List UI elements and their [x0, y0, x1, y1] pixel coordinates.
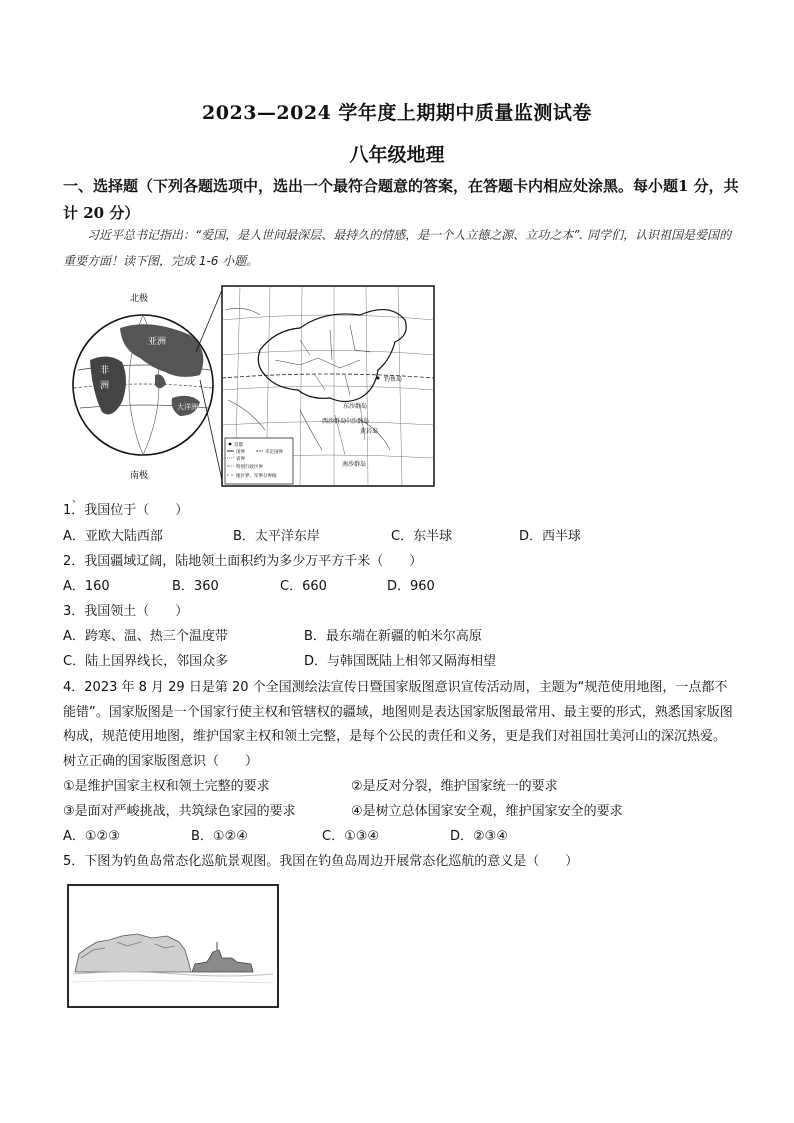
- question-3-option-d: D．与韩国既陆上相邻又隔海相望: [304, 654, 497, 669]
- question-1-option-b: B．太平洋东岸: [233, 529, 320, 544]
- map-label-diaoyu: 钓鱼岛: [384, 376, 403, 383]
- globe-label-continent: 洲: [100, 381, 110, 391]
- question-1-option-c: C．东半球: [391, 529, 453, 544]
- globe-label-north: 北极: [130, 294, 149, 304]
- question-4-statement-1: ①是维护国家主权和领土完整的要求: [63, 779, 270, 794]
- question-2-option-b: B．360: [172, 579, 219, 594]
- exam-subtitle: 八年级地理: [349, 144, 445, 166]
- legend-province: 省界: [236, 457, 245, 462]
- question-4-option-b: B．①②④: [191, 829, 248, 844]
- map-label-dongsha: 东沙群岛: [343, 403, 368, 410]
- question-5-stem: 5．下图为钓鱼岛常态化巡航景观图。我国在钓鱼岛周边开展常态化巡航的意义是（ ）: [63, 854, 579, 869]
- question-1-option-a: A．亚欧大陆西部: [63, 529, 163, 544]
- intro-paragraph: [63, 222, 743, 274]
- question-1-stem: 1．我国位于（ ）: [63, 503, 189, 518]
- globe-diagram: [73, 290, 222, 481]
- map-label-nansha: 南沙群岛: [342, 461, 367, 468]
- question-3-option-a: A．跨寒、温、热三个温度带: [63, 629, 228, 644]
- question-2-stem: 2．我国疆域辽阔，陆地领土面积约为多少万平方千米（ ）: [63, 554, 423, 569]
- question-4-option-a: A．①②③: [63, 829, 120, 844]
- question-4-statement-3: ③是面对严峻挑战，共筑绿色家园的要求: [63, 804, 296, 819]
- intro-text: 习近平总书记指出：“爱国，是人世间最深层、最持久的情感，是一个人立德之源、立功之本”. 同学们，认识祖国是爱国的重要方面！读下图，完成 1-6 小题。: [63, 228, 732, 268]
- question-2-option-a: A．160: [63, 579, 110, 594]
- legend-region: 地区界、军事分界线: [236, 474, 277, 479]
- question-4-option-d: D．②③④: [450, 829, 508, 844]
- question-3-option-c: C．陆上国界线长，邻国众多: [63, 654, 229, 669]
- question-1-option-d: D．西半球: [519, 529, 582, 544]
- question-3-stem: 3．我国领土（ ）: [63, 604, 189, 619]
- globe-label-africa: 非: [100, 366, 110, 376]
- exam-title: 2023—2024 学年度上期期中质量监测试卷: [202, 102, 592, 124]
- globe-label-south: 南极: [130, 471, 149, 481]
- map-label-zhongsha: 中沙群岛: [345, 418, 370, 425]
- question-4-option-c: C．①③④: [322, 829, 380, 844]
- diaoyu-patrol-photo: [67, 884, 279, 1008]
- map-label-xisha: 西沙群岛: [322, 418, 347, 425]
- china-location-figure: [60, 280, 440, 490]
- legend-capital: 首都: [234, 443, 243, 448]
- stray-mark: 、: [72, 494, 82, 505]
- question-4-stem: 4．2023 年 8 月 29 日是第 20 个全国测绘法宣传日暨国家版图意识宣传活动周，主题为“规范使用地图，一点都不能错”。国家版图是一个国家行使主权和管辖权的疆域，地图则是表达国家版图最常用、最主要的形式，熟悉国家版图构成，规范使用地图，维护国家主权和领土完整，是每个公民的责任和义务，更是我们对祖国壮美河山的深沉热爱。树立正确的国家版图意识（ ）: [63, 680, 733, 769]
- legend-undetermined: 未定国界: [265, 450, 283, 455]
- map-label-huangyan: 黄岩岛: [360, 428, 379, 435]
- globe-label-ocean: 大洋洲: [177, 403, 198, 411]
- question-2-option-c: C．660: [280, 579, 327, 594]
- section-heading: 一、选择题（下列各题选项中，选出一个最符合题意的答案，在答题卡内相应处涂黑。每小题1 分，共计 20 分）: [63, 177, 739, 222]
- question-4-statement-2: ②是反对分裂，维护国家统一的要求: [351, 779, 558, 794]
- legend-border: 国界: [236, 450, 245, 455]
- question-4-statement-4: ④是树立总体国家安全观，维护国家安全的要求: [351, 804, 623, 819]
- globe-label-asia: 亚洲: [148, 337, 167, 347]
- question-3-option-b: B．最东端在新疆的帕米尔高原: [304, 629, 482, 644]
- china-map: [222, 286, 434, 486]
- question-2-option-d: D．960: [387, 579, 435, 594]
- legend-sar: 特别行政区界: [236, 465, 263, 470]
